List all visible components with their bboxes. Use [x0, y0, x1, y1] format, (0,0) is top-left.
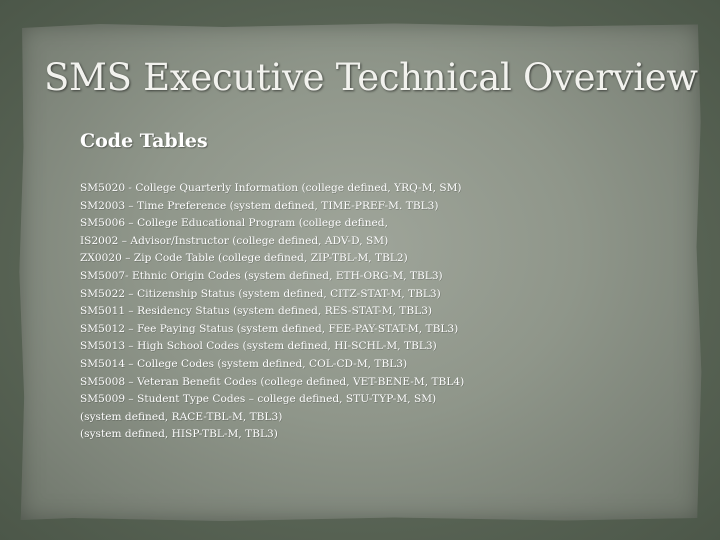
list-item: SM5014 – College Codes (system defined, COL-CD-M, TBL3) — [80, 357, 408, 370]
list-item: SM2003 – Time Preference (system defined, TIME-PREF-M. TBL3) — [80, 199, 439, 212]
list-item: SM5007- Ethnic Origin Codes (system defined, ETH-ORG-M, TBL3) — [80, 269, 443, 282]
list-item: SM5012 – Fee Paying Status (system defined, FEE-PAY-STAT-M, TBL3) — [80, 322, 459, 335]
list-item: SM5020 - College Quarterly Information (college defined, YRQ-M, SM) — [80, 182, 462, 194]
list-item: SM5022 – Citizenship Status (system defined, CITZ-STAT-M, TBL3) — [80, 287, 441, 300]
slide-title: SMS Executive Technical Overview — [44, 56, 698, 99]
list-item: ZX0020 – Zip Code Table (college defined, ZIP-TBL-M, TBL2) — [80, 252, 408, 265]
list-item: SM5008 – Veteran Benefit Codes (college defined, VET-BENE-M, TBL4) — [80, 375, 465, 388]
list-item: (system defined, HISP-TBL-M, TBL3) — [80, 428, 278, 441]
code-table-list — [80, 180, 464, 444]
list-item: SM5011 – Residency Status (system defined, RES-STAT-M, TBL3) — [80, 305, 433, 318]
list-item: IS2002 – Advisor/Instructor (college defined, ADV-D, SM) — [80, 234, 389, 247]
list-item: (system defined, RACE-TBL-M, TBL3) — [80, 410, 283, 423]
list-item: SM5006 – College Educational Program (college defined, — [80, 217, 388, 230]
list-item: SM5009 – Student Type Codes – college defined, STU-TYP-M, SM) — [80, 393, 437, 406]
slide-subtitle: Code Tables — [80, 130, 208, 152]
list-item: SM5013 – High School Codes (system defined, HI-SCHL-M, TBL3) — [80, 340, 437, 353]
